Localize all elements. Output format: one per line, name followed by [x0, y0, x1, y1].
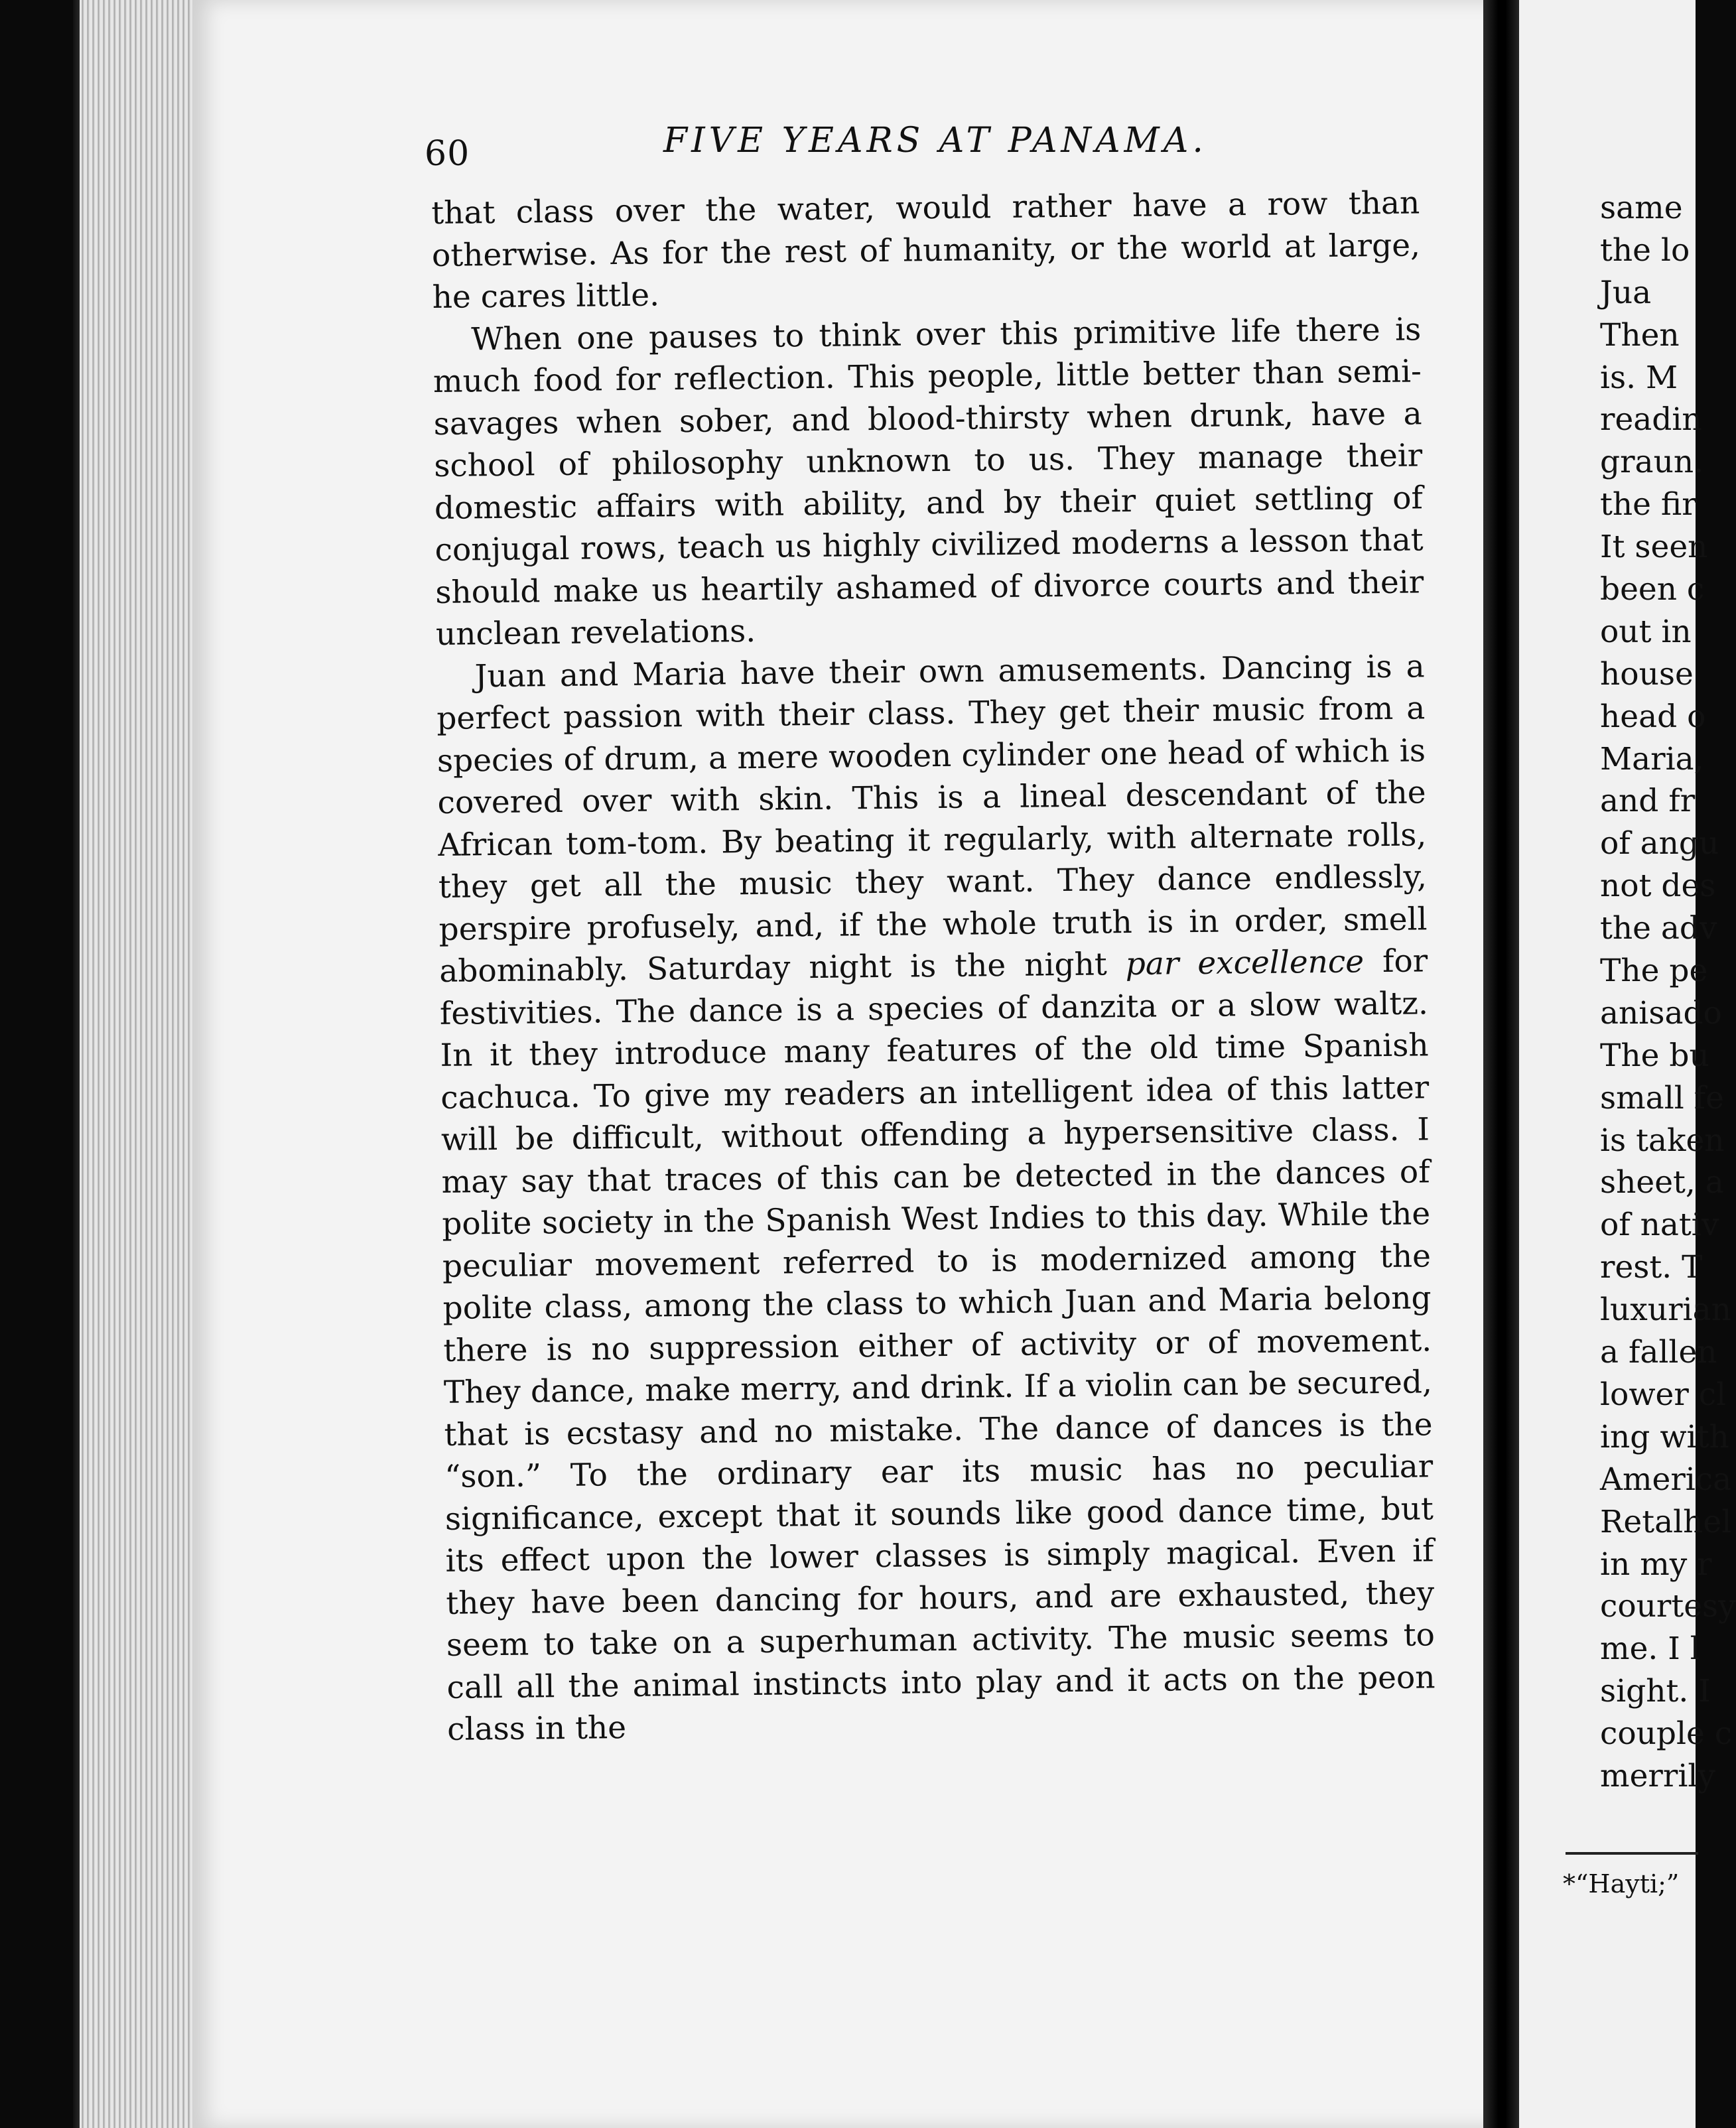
- facing-page-line: in my r: [1600, 1546, 1712, 1583]
- facing-page-lines: [1600, 187, 1736, 1798]
- facing-page-line: not des: [1600, 868, 1716, 905]
- facing-page-line: merrily: [1600, 1757, 1715, 1794]
- book-gutter: [1483, 0, 1520, 2128]
- page-header: [425, 114, 1473, 187]
- facing-page-line: Retalhel: [1600, 1503, 1732, 1540]
- facing-page-footnote: *“Hayti;”: [1563, 1869, 1680, 1898]
- italic-phrase: par excellence: [1125, 943, 1365, 983]
- facing-page-line: readin: [1600, 401, 1702, 438]
- facing-page-line: ing with: [1600, 1418, 1729, 1455]
- facing-page-line: sight. I: [1600, 1673, 1711, 1710]
- page-number: 60: [425, 134, 470, 174]
- facing-page-line: Jua: [1600, 274, 1652, 311]
- footnote-rule: [1566, 1852, 1698, 1855]
- facing-page-line: sheet, a: [1600, 1164, 1724, 1201]
- facing-page-line: graun.: [1600, 444, 1704, 481]
- facing-page-line: head o: [1600, 698, 1706, 735]
- paragraph-3-text-a: Juan and Maria have their own amusements. Dancing is a perfect passion with their class. They get their music from a species of drum, a mere wooden cylinder one head of which is covered over with skin. This is a lineal descendant of the African tom-tom. By beating it regularly, with alternate rolls, they get all the music they want. They dance endlessly, perspire profusely, and, if the whole truth is in order, smell abominably. Saturday night is the night: [436, 647, 1428, 990]
- facing-page-line: of angu: [1600, 825, 1719, 862]
- facing-page-line: The pe: [1600, 953, 1708, 990]
- paragraph-2: When one pauses to think over this primitive life there is much food for reflection. This people, little better than semi-savages when sober, and blood-thirsty when drunk, have a school of philosophy unknown to us. They manage their domestic affairs with ability, and by their quiet settling of conjugal rows, teach us highly civilized moderns a lesson that should make us heartily ashamed of divorce courts and their unclean revelations.: [433, 310, 1424, 653]
- facing-page-line: rest. T: [1600, 1249, 1703, 1286]
- facing-page-line: Then: [1600, 316, 1680, 354]
- facing-page-line: a fallen: [1600, 1334, 1717, 1371]
- facing-page-line: It seen: [1600, 529, 1708, 566]
- paragraph-3-text-b: for festivities. The dance is a species of danzita or a slow waltz. In it they introduce many features of the old time Spanish cachuca. To give my readers an intelligent idea of this latter will be difficult, without offending a hypersensitive class. I may say that traces of this can be detected in the dances of polite society in the Spanish West Indies to this day. While the peculiar movement referred to is modernized among the polite class, among the class to which Juan and Maria belong there is no suppression either of activity or of movement. They dance, make merry, and drink. If a violin can be secured, that is ecstasy and no mistake. The dance of dances is the “son.” To the ordinary ear its music has no peculiar significance, except that it sounds like good dance time, but its effect upon the lower classes is simply magical. Even if they have been dancing for hours, and are exhausted, they seem to take on a superhuman activity. The music seems to call all the animal instincts into play and it acts on the peon class in the: [439, 943, 1436, 1748]
- facing-page-line: luxurian: [1600, 1292, 1731, 1329]
- facing-page-line: Maria,: [1600, 740, 1704, 777]
- paragraph-3: [436, 645, 1436, 1751]
- running-head: FIVE YEARS AT PANAMA.: [663, 121, 1207, 161]
- facing-page-line: couple c: [1600, 1715, 1733, 1753]
- paragraph-1: that class over the water, would rather have a row than otherwise. As for the rest of humanity, or the world at large, he cares little.: [431, 184, 1421, 316]
- facing-page-line: The bu: [1600, 1037, 1709, 1074]
- facing-page-line: house: [1600, 655, 1694, 693]
- facing-page-line: anisado: [1600, 994, 1722, 1031]
- facing-page-line: the lo: [1600, 232, 1690, 269]
- facing-page-line: the adv: [1600, 910, 1717, 947]
- facing-page-line: the fir: [1600, 486, 1697, 523]
- facing-page-line: is. M: [1600, 359, 1678, 396]
- facing-page-line: been c: [1600, 571, 1705, 608]
- facing-page-line: is taken: [1600, 1122, 1725, 1159]
- facing-page-line: same: [1600, 190, 1683, 226]
- page-body: [431, 182, 1436, 1751]
- facing-page-line: and fr: [1600, 783, 1696, 820]
- facing-page-line: of nativ: [1600, 1207, 1719, 1244]
- facing-page-line: small fe: [1600, 1079, 1724, 1116]
- facing-page-line: me. I l: [1600, 1630, 1700, 1668]
- facing-page-line: lower cl: [1600, 1376, 1727, 1413]
- facing-page-line: courtesy: [1600, 1588, 1736, 1625]
- facing-page-line: out in: [1600, 613, 1692, 650]
- facing-page-line: America: [1600, 1461, 1732, 1498]
